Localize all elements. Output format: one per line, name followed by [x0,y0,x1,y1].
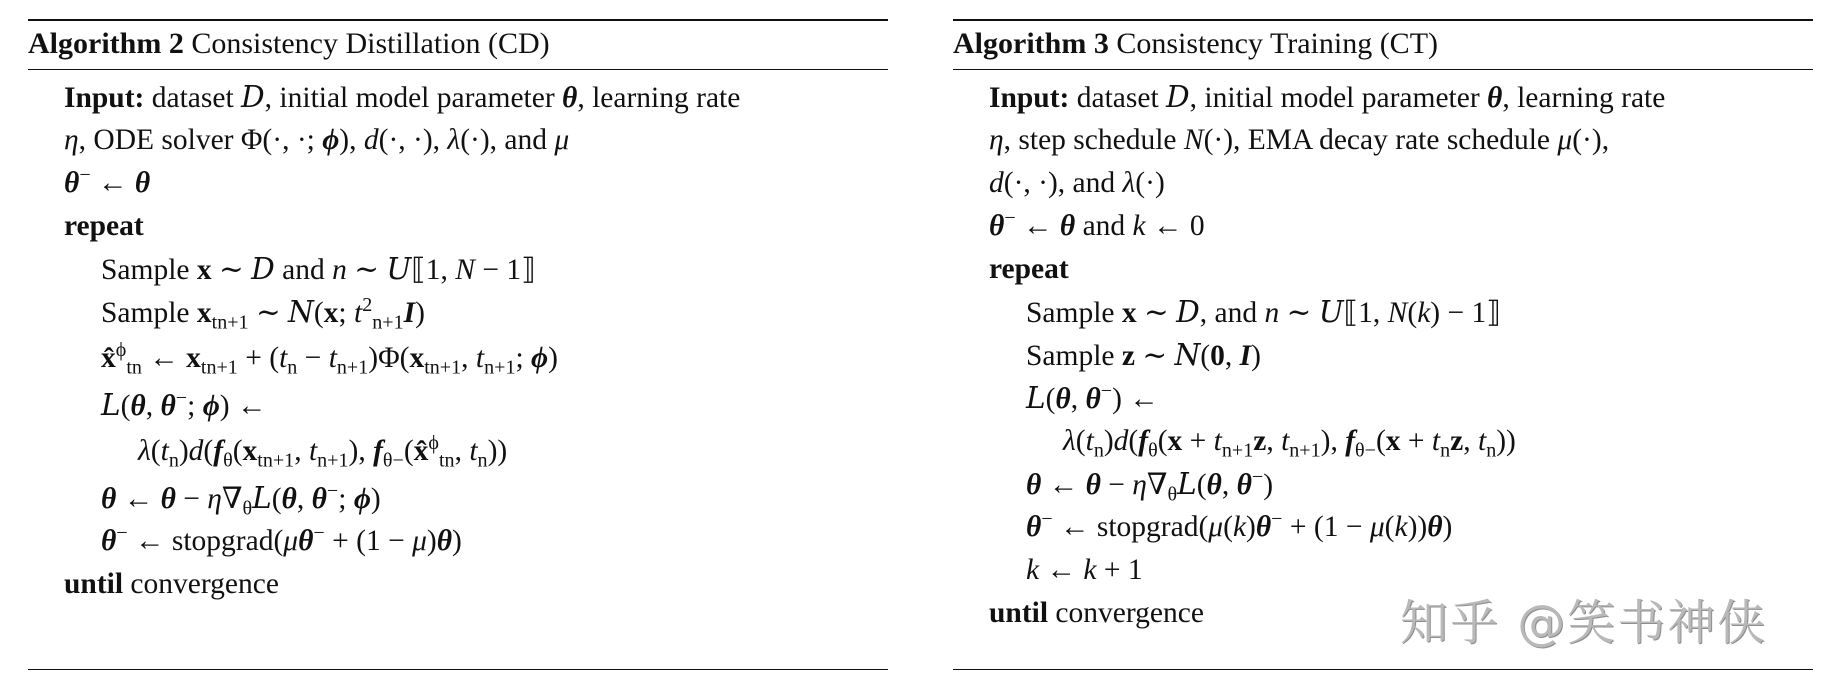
math-token: t [1281,425,1290,457]
math-token: (·, ·), and [1003,167,1123,199]
bottom-rule [953,669,1813,670]
algorithm-line [28,76,888,119]
math-token: θ [281,483,297,515]
math-token: t [475,342,485,374]
math-token: θ [101,483,117,515]
math-token: f [1138,425,1149,457]
math-token: until [989,597,1049,629]
math-token: z [1121,340,1135,372]
math-token: Sample [1026,297,1122,329]
math-token: ( [1045,383,1056,415]
math-token: D [241,80,265,114]
math-token: 2 [362,293,373,316]
math-token: D [251,252,275,286]
math-token: L [101,388,121,422]
math-token: t [1478,425,1487,457]
math-token: ∼ [248,297,289,329]
math-token: ∼ [211,254,252,286]
math-token: , [1070,383,1086,415]
math-token: repeat [64,210,144,242]
math-token: L [252,481,272,515]
math-token: L [1026,381,1046,415]
math-token: x [1385,425,1401,457]
math-token: η [64,124,79,156]
math-token: ), [339,124,364,156]
math-token: Sample [101,297,197,329]
math-token: )) [1496,425,1516,457]
math-token: t [1213,425,1222,457]
math-token: ) − 1⟧ [1430,297,1501,329]
math-token: ) ← [219,390,267,422]
math-token: ϕ [428,431,439,454]
math-token: ) [1263,469,1274,501]
math-token: )) [1407,511,1428,543]
math-token: , and [1199,297,1265,329]
math-token: ( [150,435,161,467]
math-token: z [1253,425,1267,457]
math-token: + (1 − [1282,511,1370,543]
math-token: ϕ [202,390,220,422]
math-token: ( [1157,425,1168,457]
math-token: x̂ [101,342,116,374]
math-token: − [1251,465,1264,488]
math-token: , [1463,425,1478,457]
math-token: θ [989,210,1005,242]
math-token: t [160,435,169,467]
algorithm-title [28,21,888,69]
math-token: + [1400,425,1432,457]
math-token: Input: [989,82,1070,114]
math-token: θ [242,497,253,520]
algorithm-line [28,520,888,563]
math-token: n [1264,297,1280,329]
math-token: ← 0 [1145,210,1205,242]
math-token: D [1176,295,1200,329]
math-token: μ [1208,511,1224,543]
math-token: ; [515,342,532,374]
math-token: θ [1206,469,1222,501]
math-token: θ [1487,82,1503,114]
math-token: tn [438,449,455,472]
math-token: k [1132,210,1146,242]
math-token: N [288,295,314,329]
math-token: ), [348,435,374,467]
math-token: f [373,435,383,467]
math-token: x [196,297,212,329]
algorithm-name: Consistency Distillation (CD) [191,27,550,60]
math-token: tn [126,356,142,379]
math-token: dataset [1069,82,1167,114]
math-token: (·), and [460,124,555,156]
math-token: ( [232,435,243,467]
algorithm-line [28,119,888,162]
math-token: x [186,342,201,374]
math-token: μ [1369,511,1385,543]
math-token: − [313,521,325,544]
math-token: ) [1246,511,1256,543]
math-token: n [477,449,488,472]
math-token: , learning rate [577,82,741,114]
math-token: ∼ [346,254,387,286]
math-token: + 1 [1096,554,1143,586]
math-token: Sample [1026,340,1122,372]
math-token: t [279,342,288,374]
math-token: n+1 [1289,439,1321,462]
math-token: θ [562,82,578,114]
math-token: ) [1251,340,1261,372]
math-token: t [469,435,478,467]
math-token: n+1 [336,356,369,379]
math-token: ; [338,483,354,515]
math-token: θ [1085,383,1101,415]
algorithm-line [28,384,888,427]
math-token: x [1121,297,1137,329]
math-token: N [1387,297,1408,329]
math-token: U [386,252,412,286]
math-token: θ [134,167,151,199]
math-token: tn+1 [211,311,249,334]
math-token: (·), [1572,124,1610,156]
math-token: (·), EMA decay rate schedule [1203,124,1558,156]
math-token: dataset [144,82,242,114]
math-token: , [454,435,470,467]
math-token: ; [187,390,203,422]
math-token: − [1100,379,1113,402]
math-token: Sample [101,254,197,286]
math-token: t [354,297,363,329]
math-token: N [1183,124,1204,156]
math-token: − [175,483,208,515]
math-token: − [1041,507,1053,530]
math-token: x [196,254,212,286]
algorithm-line [953,248,1813,291]
math-token: , [296,483,312,515]
math-token: ⟦1, [411,254,456,286]
math-token: ← stopgrad( [1052,511,1209,543]
math-token: ← [1015,210,1060,242]
math-token: )) [487,435,508,467]
math-token: ← stopgrad( [127,525,284,557]
math-token: ( [271,483,282,515]
math-token: λ [138,435,151,467]
math-token: ( [1375,425,1386,457]
algorithm-line [28,334,888,384]
math-token: ( [120,390,131,422]
math-token: θ [64,167,80,199]
math-token: ( [313,297,324,329]
algorithm-body [953,70,1813,635]
math-token: − [326,479,339,502]
math-token: θ [298,525,314,557]
math-token: θ [1148,439,1158,462]
math-token: − [116,521,128,544]
math-token: ← [1039,554,1084,586]
math-token: λ [447,124,461,156]
math-token: ∇ [221,483,243,515]
math-token: θ− [382,449,404,472]
math-token: θ [1059,210,1076,242]
math-token: , initial model parameter [264,82,563,114]
math-token: , [145,390,161,422]
math-token: tn+1 [424,356,462,379]
math-token: + [1182,425,1214,457]
math-token: t [308,435,318,467]
algorithm-line [28,205,888,248]
math-token: ∇ [1146,469,1168,501]
algorithm-line [28,248,888,291]
algorithm-line [28,477,888,520]
math-token: ϕ [322,124,340,156]
math-token: ← [116,483,161,515]
math-token: θ [1167,483,1178,506]
math-token: tn+1 [257,449,295,472]
math-token: , learning rate [1502,82,1666,114]
math-token: ), [1320,425,1346,457]
math-token: η [1132,469,1147,501]
algorithm-label: Algorithm 2 [28,27,184,60]
math-token: ∼ [1136,297,1177,329]
algorithm-name: Consistency Training (CT) [1116,27,1439,60]
math-token: I [403,297,416,329]
math-token: ) [1442,511,1453,543]
math-token: θ [160,390,176,422]
math-token: η [989,124,1004,156]
math-token: + ( [237,342,280,374]
math-token: n+1 [372,311,404,334]
algorithm-line [953,377,1813,420]
math-token: μ [1557,124,1573,156]
math-token: , [1266,425,1282,457]
math-token: n [287,356,298,379]
math-token: L [1177,467,1197,501]
math-token: η [207,483,222,515]
algorithm-line [953,76,1813,119]
math-token: ) [178,435,189,467]
algorithm-3-consistency-training [953,19,1813,635]
math-token: θ [1026,469,1042,501]
math-token: ( [1075,425,1086,457]
math-token: ( [1384,511,1395,543]
algorithm-2-consistency-distillation [28,19,888,606]
math-token: k [1026,554,1040,586]
math-token: ∼ [1279,297,1319,329]
math-token: t [1431,425,1441,457]
math-token: Input: [64,82,145,114]
math-token: k [1232,511,1247,543]
math-token: ( [1196,469,1207,501]
math-token: n [1486,439,1497,462]
algorithm-body [28,70,888,606]
math-token: ← [141,342,187,374]
math-token: k [1417,297,1431,329]
math-token: N [455,254,475,286]
math-token: , [461,342,476,374]
math-token: D [1166,80,1190,114]
math-token: repeat [989,253,1069,285]
math-token: x [1167,425,1183,457]
math-token: x [242,435,258,467]
math-token: θ [160,483,176,515]
math-token: k [1394,511,1408,543]
math-token: θ [436,525,453,557]
math-token: x [409,342,425,374]
math-token: θ [1026,511,1042,543]
math-token: ← [1041,469,1086,501]
math-token: ϕ [531,342,549,374]
algorithm-label: Algorithm 3 [953,27,1109,60]
math-token: ϕ [353,483,371,515]
math-token: , step schedule [1003,124,1184,156]
math-token: n+1 [317,449,349,472]
math-token: θ [1085,469,1101,501]
math-token: convergence [123,568,279,600]
math-token: θ [1427,511,1443,543]
math-token: N [1174,338,1201,372]
math-token: θ− [1355,439,1376,462]
math-token: ) [426,525,437,557]
math-token: (·, ·), [378,124,448,156]
math-token: and [1075,210,1133,242]
math-token: , [1224,340,1240,372]
math-token: θ [223,449,233,472]
math-token: − [79,163,91,186]
math-token: ( [1223,511,1233,543]
math-token: − [1100,469,1133,501]
math-token: θ [1055,383,1071,415]
math-token: n [332,254,347,286]
math-token: n+1 [484,356,516,379]
math-token: + (1 − [324,525,413,557]
math-token: ) [1103,425,1114,457]
math-token: (·) [1135,167,1165,199]
math-token: ( [403,435,414,467]
math-token: f [1345,425,1356,457]
math-token: − 1⟧ [474,254,536,286]
algorithm-line [28,427,888,477]
math-token: z [1450,425,1464,457]
algorithm-line [953,463,1813,506]
math-token: and [274,254,333,286]
math-token: )Φ( [368,342,410,374]
math-token: ( [1200,340,1211,372]
math-token: θ [311,483,327,515]
math-token: , initial model parameter [1189,82,1488,114]
math-token: μ [554,124,570,156]
math-token: θ [1236,469,1252,501]
math-token: − [297,342,329,374]
math-token: n+1 [1221,439,1254,462]
bottom-rule [28,669,888,670]
math-token: n [1440,439,1451,462]
math-token: ← [90,167,135,199]
math-token: λ [1122,167,1136,199]
math-token: , [294,435,309,467]
math-token: d [188,435,204,467]
math-token: ) [548,342,558,374]
math-token: θ [101,525,117,557]
algorithm-line [28,291,888,334]
math-token: ⟦1, [1343,297,1388,329]
algorithm-line [28,162,888,205]
math-token: − [1004,206,1016,229]
math-token: d [1113,425,1129,457]
math-token: ) [452,525,462,557]
watermark-text: 知乎 @笑书神侠 [1400,595,1768,651]
math-token: x̂ [413,435,429,467]
algorithm-line [953,119,1813,162]
math-token: − [175,386,188,409]
math-token: θ [1255,511,1272,543]
math-token: n [168,449,179,472]
math-token: , [1221,469,1237,501]
math-token: tn+1 [200,356,238,379]
algorithm-line [953,506,1813,549]
math-token: d [363,124,379,156]
math-token: until [64,568,124,600]
math-token: ( [1407,297,1418,329]
algorithm-title [953,21,1813,69]
math-token: λ [1063,425,1076,457]
math-token: ) [370,483,381,515]
math-token: d [989,167,1004,199]
algorithm-line [953,291,1813,334]
math-token: f [213,435,224,467]
math-token: θ [130,390,146,422]
math-token: ) [415,297,425,329]
math-token: μ [283,525,299,557]
math-token: t [1085,425,1094,457]
math-token: μ [412,525,427,557]
math-token: x [323,297,339,329]
math-token: I [1239,340,1252,372]
math-token: ) ← [1112,383,1159,415]
math-token: convergence [1048,597,1204,629]
algorithm-line [953,205,1813,248]
math-token: n [1093,439,1104,462]
math-token: ( [1128,425,1139,457]
algorithm-line [953,420,1813,463]
math-token: k [1083,554,1097,586]
math-token: ( [203,435,214,467]
math-token: ∼ [1134,340,1175,372]
math-token: 0 [1210,340,1225,372]
algorithm-line [953,162,1813,205]
math-token: ϕ [115,338,127,361]
math-token: − [1271,507,1283,530]
algorithm-line [953,334,1813,377]
math-token: t [328,342,337,374]
math-token: U [1318,295,1344,329]
math-token: ; [338,297,354,329]
algorithm-line [28,563,888,606]
math-token: , ODE solver Φ(·, ·; [78,124,323,156]
